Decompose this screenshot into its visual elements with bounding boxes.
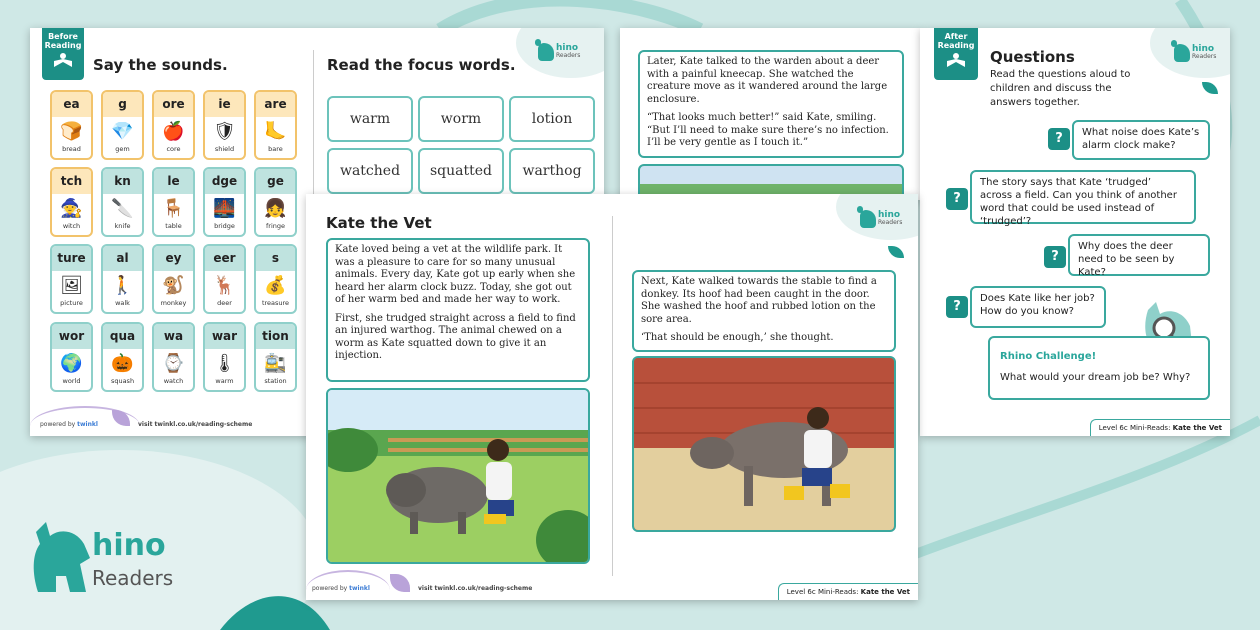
sound-tile-station — [254, 322, 297, 392]
sound-word: monkey — [160, 299, 187, 307]
say-sounds-title: Say the sounds. — [93, 56, 228, 74]
warm-icon: 🌡 — [213, 352, 236, 374]
later-text-box — [638, 50, 904, 158]
grapheme: ture — [52, 246, 91, 271]
purple-leaf — [390, 574, 410, 592]
rhino-readers-logo — [30, 518, 220, 608]
grapheme: are — [256, 92, 295, 117]
questions-title: Questions — [990, 48, 1075, 66]
question-mark-3: ? — [1044, 246, 1066, 268]
focus-word-lotion: lotion — [509, 96, 595, 142]
level-title: Kate the Vet — [860, 588, 910, 596]
sound-tile-knife — [101, 167, 144, 237]
rhino-readers-small-logo — [538, 43, 580, 61]
grapheme: s — [256, 246, 295, 271]
rhino-head-icon — [538, 43, 554, 61]
sound-tile-deer — [203, 244, 246, 314]
sound-word: walk — [115, 299, 130, 307]
grapheme: dge — [205, 169, 244, 194]
visit-link[interactable]: visit twinkl.co.uk/reading-scheme — [418, 585, 533, 592]
sound-tile-table — [152, 167, 195, 237]
sound-word: warm — [215, 377, 234, 385]
walk-icon: 🚶 — [111, 274, 134, 296]
focus-word-warthog: warthog — [509, 148, 595, 194]
sound-word: station — [264, 377, 287, 385]
small-logo-word: hino — [1192, 44, 1215, 54]
treasure-icon: 💰 — [264, 274, 287, 296]
story-page — [306, 194, 918, 600]
level-footer — [778, 583, 918, 600]
sound-tile-bread — [50, 90, 93, 160]
focus-word-watched: watched — [327, 148, 413, 194]
logo-sub: Readers — [92, 566, 174, 590]
twinkl-brand: twinkl — [77, 421, 98, 428]
story-title: Kate the Vet — [326, 214, 432, 232]
knife-icon: 🔪 — [111, 197, 134, 219]
warthog-illustration — [328, 390, 590, 564]
sound-tile-monkey — [152, 244, 195, 314]
core-icon: 🍎 — [162, 120, 185, 142]
table-icon: 🪑 — [162, 197, 185, 219]
sound-tile-world — [50, 322, 93, 392]
grapheme: g — [103, 92, 142, 117]
grapheme: ea — [52, 92, 91, 117]
grapheme: wa — [154, 324, 193, 349]
sound-word: deer — [217, 299, 232, 307]
powered-by — [40, 421, 98, 428]
child-reading-icon — [52, 52, 74, 68]
picture-icon: 🖼 — [60, 274, 83, 296]
story-para-3: Next, Kate walked towards the stable to find a donkey. Its hoof had been caught in the door. She washed the hoof and rubbed lotion on the sore area. — [641, 276, 877, 325]
grapheme: ie — [205, 92, 244, 117]
question-mark-4: ? — [946, 296, 968, 318]
bare-icon: 🦶 — [264, 120, 287, 142]
rhino-head-icon — [30, 518, 94, 598]
level-footer — [1090, 419, 1230, 436]
story-para-4: ‘That should be enough,’ she thought. — [641, 332, 834, 343]
sound-tile-watch — [152, 322, 195, 392]
small-logo-sub: Readers — [878, 219, 903, 226]
sound-tile-bare — [254, 90, 297, 160]
focus-words-title: Read the focus words. — [327, 56, 516, 74]
deer-icon: 🦌 — [213, 274, 236, 296]
visit-link[interactable]: visit twinkl.co.uk/reading-scheme — [138, 421, 253, 428]
watch-icon: ⌚ — [162, 352, 185, 374]
rhino-readers-small-logo — [1174, 44, 1216, 62]
donkey-illustration — [634, 358, 896, 532]
question-mark-1: ? — [1048, 128, 1070, 150]
powered-text: powered by — [312, 585, 348, 592]
leaf-decoration — [888, 246, 904, 258]
sound-tile-core — [152, 90, 195, 160]
sound-word: bridge — [214, 222, 235, 230]
tag-line-1: After — [944, 32, 968, 41]
gem-icon: 💎 — [111, 120, 134, 142]
sound-word: bare — [268, 145, 283, 153]
sound-tile-witch — [50, 167, 93, 237]
sound-tile-squash — [101, 322, 144, 392]
shield-icon: 🛡 — [213, 120, 236, 142]
rhino-readers-small-logo — [860, 210, 902, 228]
story-para-1: Kate loved being a vet at the wildlife park. It was a pleasure to care for so many unusual animals. Every day, Kate got up early when she heard her alarm clock buzz. Today, she got out of her warm bed and made her way to work. — [335, 244, 576, 305]
before-reading-tag — [42, 28, 84, 80]
level-label: Level 6c Mini-Reads: — [1098, 424, 1171, 432]
level-title: Kate the Vet — [1172, 424, 1222, 432]
sound-tile-walk — [101, 244, 144, 314]
bridge-icon: 🌉 — [213, 197, 236, 219]
small-logo-sub: Readers — [1192, 53, 1217, 60]
station-icon: 🚉 — [264, 352, 287, 374]
sound-word: table — [165, 222, 182, 230]
question-4: Does Kate like her job? How do you know? — [970, 286, 1106, 328]
sound-tile-bridge — [203, 167, 246, 237]
warthog-scene-image — [326, 388, 590, 564]
divider — [612, 216, 613, 576]
small-logo-sub: Readers — [556, 52, 581, 59]
story-text-box-1 — [326, 238, 590, 382]
grapheme: qua — [103, 324, 142, 349]
sound-tile-treasure — [254, 244, 297, 314]
sound-word: bread — [62, 145, 81, 153]
sound-word: fringe — [265, 222, 285, 230]
grapheme: wor — [52, 324, 91, 349]
grapheme: ey — [154, 246, 193, 271]
grapheme: war — [205, 324, 244, 349]
focus-word-worm: worm — [418, 96, 504, 142]
question-3: Why does the deer need to be seen by Kate? — [1068, 234, 1210, 276]
witch-icon: 🧙 — [60, 197, 83, 219]
sound-word: squash — [110, 377, 135, 385]
grapheme: tion — [256, 324, 295, 349]
later-para-1: Later, Kate talked to the warden about a deer with a painful kneecap. She watched the creature move as it wandered around the large enclosure. — [647, 56, 888, 105]
challenge-text: What would your dream job be? Why? — [1000, 372, 1191, 383]
question-1: What noise does Kate’s alarm clock make? — [1072, 120, 1210, 160]
grapheme: al — [103, 246, 142, 271]
sound-word: world — [62, 377, 81, 385]
grapheme: kn — [103, 169, 142, 194]
grapheme: le — [154, 169, 193, 194]
challenge-title: Rhino Challenge! — [1000, 351, 1097, 362]
question-2: The story says that Kate ‘trudged’ across a field. Can you think of another word that could be used instead of ‘trudged’? — [970, 170, 1196, 224]
grapheme: eer — [205, 246, 244, 271]
child-reading-icon — [945, 52, 967, 68]
rhino-head-icon — [860, 210, 876, 228]
tag-line-2: Reading — [937, 41, 975, 50]
grapheme: tch — [52, 169, 91, 194]
fringe-icon: 👧 — [264, 197, 287, 219]
story-text-box-2 — [632, 270, 896, 352]
after-reading-tag — [934, 28, 978, 80]
sound-tile-fringe — [254, 167, 297, 237]
sound-word: gem — [115, 145, 130, 153]
sound-tile-gem — [101, 90, 144, 160]
questions-intro: Read the questions aloud to children and discuss the answers together. — [990, 69, 1131, 108]
powered-text: powered by — [40, 421, 76, 428]
donkey-scene-image — [632, 356, 896, 532]
focus-word-squatted: squatted — [418, 148, 504, 194]
later-page — [620, 28, 920, 200]
sound-word: witch — [62, 222, 81, 230]
twinkl-brand: twinkl — [349, 585, 370, 592]
story-para-2: First, she trudged straight across a field to find an injured warthog. The animal chewed on a worm as Kate squatted down to give it an injection. — [335, 312, 576, 361]
sound-word: shield — [214, 145, 235, 153]
sound-tile-warm — [203, 322, 246, 392]
rhino-challenge-box — [988, 336, 1210, 400]
sound-word: watch — [163, 377, 184, 385]
monkey-icon: 🐒 — [162, 274, 185, 296]
powered-by — [312, 585, 370, 592]
bread-icon: 🍞 — [60, 120, 83, 142]
question-mark-2: ? — [946, 188, 968, 210]
grapheme: ge — [256, 169, 295, 194]
sound-tile-shield — [203, 90, 246, 160]
sound-word: core — [166, 145, 181, 153]
focus-word-warm: warm — [327, 96, 413, 142]
later-para-2: “That looks much better!” said Kate, smiling. “But I’ll need to make sure there’s no infection. I’ll be very gentle as I touch it.” — [647, 112, 889, 148]
grapheme: ore — [154, 92, 193, 117]
level-label: Level 6c Mini-Reads: — [786, 588, 859, 596]
sound-word: treasure — [261, 299, 290, 307]
sound-word: picture — [60, 299, 83, 307]
tag-line-1: Before — [48, 32, 78, 41]
small-logo-word: hino — [878, 210, 901, 220]
rhino-head-icon — [1174, 44, 1190, 62]
sound-word: knife — [114, 222, 131, 230]
squash-icon: 🎃 — [111, 352, 134, 374]
world-icon: 🌍 — [60, 352, 83, 374]
leaf-decoration — [1202, 82, 1218, 94]
tag-line-2: Reading — [44, 41, 82, 50]
logo-word: hino — [92, 528, 166, 563]
small-logo-word: hino — [556, 43, 579, 53]
sound-tile-picture — [50, 244, 93, 314]
questions-page — [920, 28, 1230, 436]
